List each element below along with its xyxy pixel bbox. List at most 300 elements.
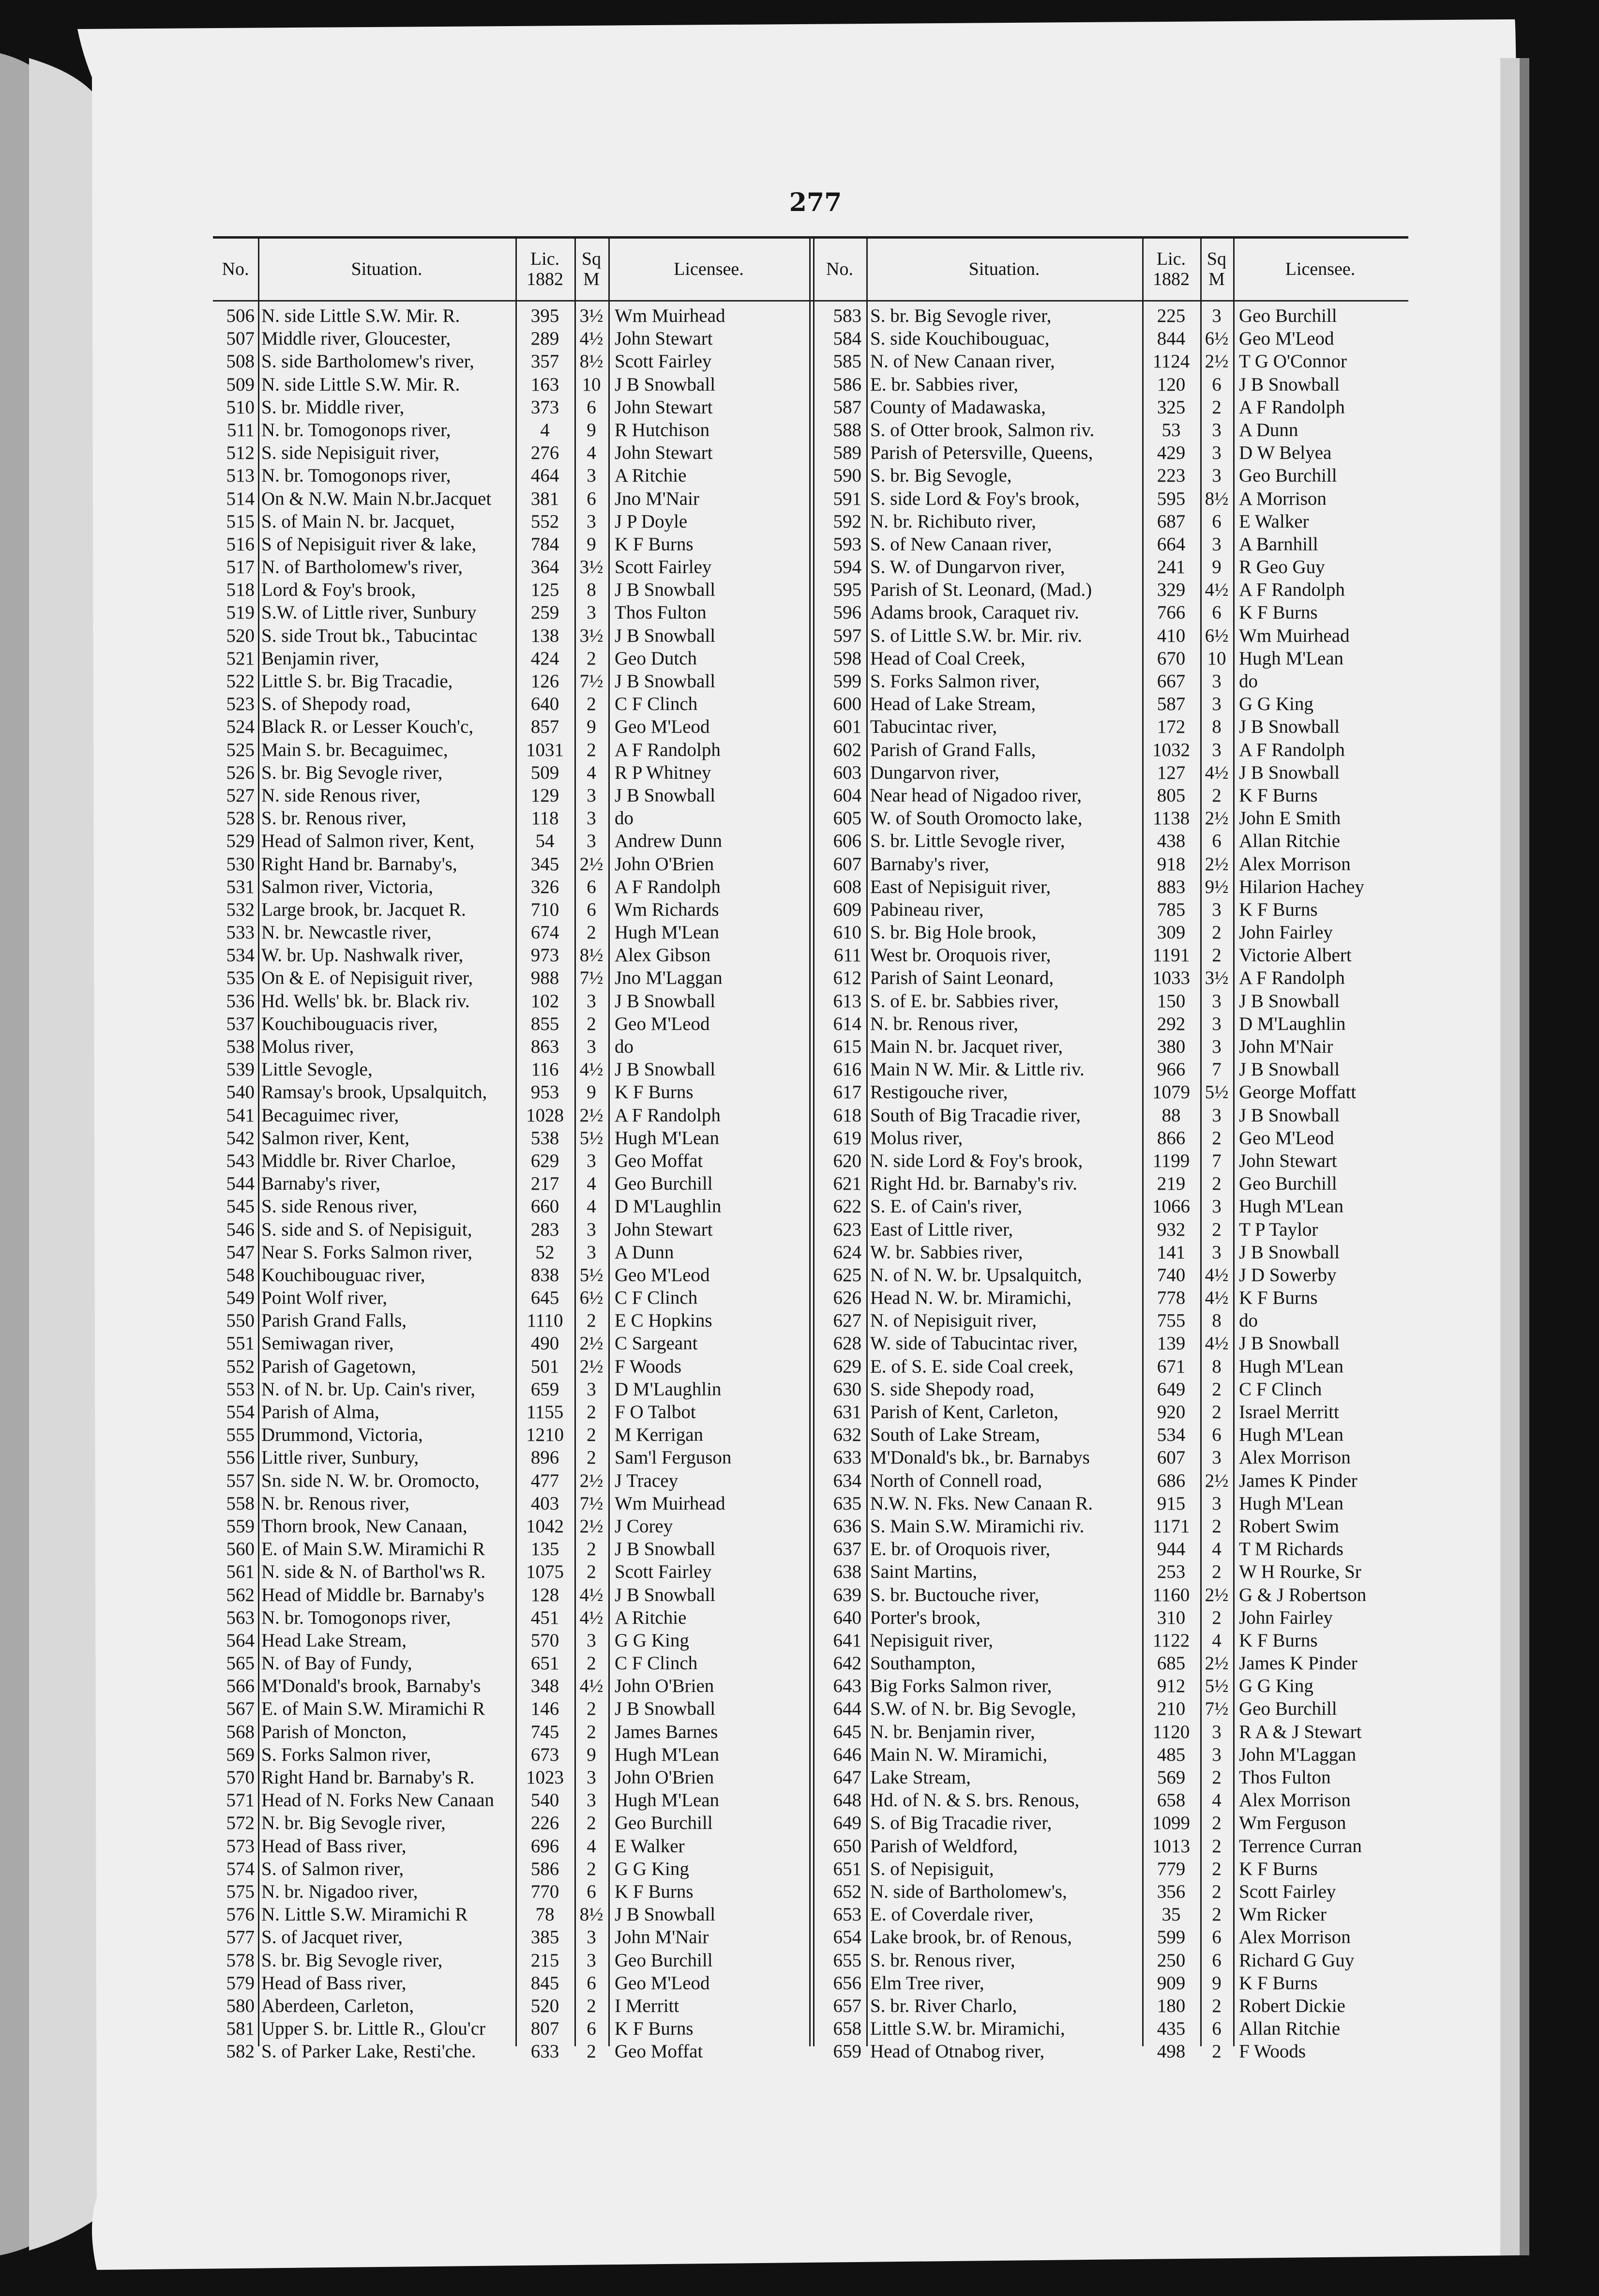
- cell-situation: S. of Little S.W. br. Mir. riv.: [870, 625, 1083, 646]
- cell-no: 649: [833, 1813, 861, 1834]
- cell-licensee: A Dunn: [615, 1241, 674, 1263]
- table-row: [213, 1218, 815, 1241]
- cell-no: 610: [833, 922, 861, 943]
- cell-licensee: John O'Brien: [615, 853, 714, 875]
- cell-sq: 2: [1212, 1767, 1222, 1788]
- table-row: [813, 807, 1408, 830]
- cell-situation: S. of E. br. Sabbies river,: [870, 990, 1059, 1012]
- cell-lic: 1066: [1152, 1196, 1190, 1217]
- cell-sq: 7½: [579, 1493, 603, 1514]
- cell-lic: 1028: [526, 1104, 564, 1126]
- cell-lic: 226: [530, 1813, 559, 1834]
- cell-lic: 498: [1157, 2041, 1186, 2062]
- cell-no: 634: [833, 1470, 861, 1491]
- cell-licensee: J B Snowball: [1239, 1241, 1340, 1263]
- cell-lic: 135: [530, 1539, 559, 1560]
- cell-situation: N. of New Canaan river,: [870, 351, 1055, 372]
- cell-situation: S. of Shepody road,: [261, 694, 411, 715]
- cell-lic: 395: [530, 305, 559, 326]
- cell-licensee: K F Burns: [1239, 1287, 1318, 1309]
- cell-licensee: K F Burns: [1239, 1630, 1318, 1651]
- cell-sq: 2: [587, 2041, 596, 2062]
- cell-lic: 845: [530, 1972, 559, 1994]
- cell-sq: 4: [587, 1835, 596, 1857]
- header-sq: [1200, 239, 1233, 300]
- cell-lic: 241: [1157, 557, 1186, 578]
- cell-licensee: Geo Burchill: [1239, 465, 1337, 486]
- cell-licensee: John O'Brien: [615, 1676, 714, 1697]
- cell-licensee: G G King: [1239, 694, 1313, 715]
- cell-licensee: James K Pinder: [1239, 1653, 1358, 1674]
- cell-situation: Kouchibouguac river,: [261, 1264, 425, 1285]
- cell-situation: Head Lake Stream,: [261, 1630, 407, 1651]
- cell-licensee: F Woods: [1239, 2041, 1306, 2062]
- cell-lic: 685: [1157, 1653, 1186, 1674]
- cell-situation: E. br. Sabbies river,: [870, 374, 1019, 395]
- table-row: [813, 1149, 1408, 1172]
- cell-no: 526: [226, 762, 255, 783]
- cell-licensee: R Hutchison: [615, 419, 710, 440]
- cell-sq: 2½: [1205, 1470, 1229, 1491]
- table-row: [213, 1492, 815, 1515]
- cell-lic: 633: [530, 2041, 559, 2062]
- cell-situation: S. br. Renous river,: [870, 1949, 1015, 1971]
- cell-no: 643: [833, 1676, 861, 1697]
- cell-sq: 3: [1212, 1196, 1222, 1217]
- ledger-column-right: [813, 236, 1408, 2063]
- cell-licensee: Jno M'Laggan: [615, 967, 723, 989]
- cell-sq: 6: [1212, 374, 1222, 395]
- cell-sq: 2½: [579, 1333, 603, 1354]
- table-row: [213, 1149, 815, 1172]
- cell-situation: Becaguimec river,: [261, 1104, 399, 1126]
- table-row: [813, 601, 1408, 624]
- cell-no: 535: [226, 967, 255, 989]
- cell-no: 581: [226, 2018, 255, 2039]
- cell-situation: Molus river,: [870, 1127, 963, 1148]
- table-row: [213, 1606, 815, 1629]
- cell-situation: Middle river, Gloucester,: [261, 328, 451, 349]
- header-licensee: [608, 239, 809, 300]
- cell-no: 524: [226, 716, 255, 738]
- header-no-label: No.: [222, 258, 249, 279]
- table-row: [213, 510, 815, 533]
- cell-situation: Middle br. River Charloe,: [261, 1150, 456, 1171]
- table-row: [213, 1355, 815, 1378]
- cell-licensee: A Ritchie: [615, 465, 687, 486]
- cell-lic: 139: [1157, 1333, 1186, 1354]
- header-situation-label: Situation.: [351, 258, 422, 279]
- cell-situation: S. side Kouchibouguac,: [870, 328, 1050, 349]
- cell-situation: Parish of Grand Falls,: [870, 739, 1036, 760]
- cell-lic: 329: [1157, 579, 1186, 601]
- cell-no: 561: [226, 1561, 255, 1583]
- cell-licensee: John Fairley: [1239, 922, 1333, 943]
- table-row: [813, 1423, 1408, 1446]
- cell-no: 532: [226, 899, 255, 920]
- cell-no: 536: [226, 990, 255, 1012]
- cell-sq: 6½: [1205, 625, 1229, 646]
- cell-situation: Dungarvon river,: [870, 762, 1000, 783]
- cell-lic: 770: [530, 1881, 559, 1902]
- cell-sq: 2: [1212, 1127, 1222, 1148]
- table-row: [813, 830, 1408, 852]
- cell-lic: 607: [1157, 1447, 1186, 1468]
- cell-no: 652: [833, 1881, 861, 1902]
- cell-licensee: Geo Burchill: [615, 1949, 713, 1971]
- cell-no: 553: [226, 1378, 255, 1400]
- cell-licensee: C F Clinch: [615, 1287, 698, 1309]
- cell-situation: Near head of Nigadoo river,: [870, 785, 1082, 806]
- cell-lic: 686: [1157, 1470, 1186, 1491]
- cell-sq: 2½: [579, 1104, 603, 1126]
- cell-situation: Parish of St. Leonard, (Mad.): [870, 579, 1092, 601]
- cell-lic: 664: [1157, 533, 1186, 555]
- cell-sq: 2: [1212, 1607, 1222, 1628]
- table-row: [213, 1812, 815, 1834]
- cell-situation: N. of N. br. Up. Cain's river,: [261, 1378, 475, 1400]
- cell-sq: 6: [1212, 602, 1222, 623]
- table-row: [813, 1058, 1408, 1081]
- page-number: 277: [789, 188, 842, 217]
- cell-licensee: Hilarion Hachey: [1239, 876, 1364, 897]
- cell-no: 650: [833, 1835, 861, 1857]
- cell-no: 596: [833, 602, 861, 623]
- cell-sq: 4½: [579, 1584, 603, 1605]
- cell-situation: W. br. Sabbies river,: [870, 1241, 1023, 1263]
- cell-situation: Main N. br. Jacquet river,: [870, 1036, 1063, 1057]
- cell-licensee: Geo Burchill: [1239, 1173, 1337, 1194]
- cell-sq: 8: [1212, 716, 1222, 738]
- cell-situation: S. of New Canaan river,: [870, 533, 1052, 555]
- table-row: [213, 1972, 815, 1994]
- table-row: [813, 1286, 1408, 1309]
- cell-lic: 253: [1157, 1561, 1186, 1583]
- header-lic: [1142, 239, 1200, 300]
- cell-situation: Head of Bass river,: [261, 1835, 407, 1857]
- cell-sq: 3: [1212, 305, 1222, 326]
- cell-sq: 2: [587, 1013, 596, 1034]
- cell-lic: 779: [1157, 1858, 1186, 1879]
- cell-licensee: Wm Muirhead: [615, 1493, 725, 1514]
- cell-situation: N. br. Tomogonops river,: [261, 419, 451, 440]
- cell-lic: 988: [530, 967, 559, 989]
- cell-sq: 9: [587, 716, 596, 738]
- cell-situation: Head of Middle br. Barnaby's: [261, 1584, 484, 1605]
- cell-sq: 3: [587, 1767, 596, 1788]
- cell-licensee: Allan Ritchie: [1239, 2018, 1341, 2039]
- cell-lic: 127: [1157, 762, 1186, 783]
- cell-situation: E. of S. E. side Coal creek,: [870, 1356, 1074, 1377]
- cell-sq: 9: [587, 1744, 596, 1765]
- table-row: [813, 441, 1408, 464]
- table-row: [813, 1743, 1408, 1766]
- cell-no: 512: [226, 442, 255, 464]
- cell-licensee: K F Burns: [615, 2018, 694, 2039]
- cell-lic: 645: [530, 1287, 559, 1309]
- cell-lic: 451: [530, 1607, 559, 1628]
- cell-licensee: J Corey: [615, 1515, 673, 1537]
- cell-licensee: Geo M'Leod: [1239, 328, 1334, 349]
- cell-no: 598: [833, 648, 861, 669]
- cell-licensee: K F Burns: [1239, 785, 1318, 806]
- cell-lic: 953: [530, 1082, 559, 1103]
- cell-situation: Drummond, Victoria,: [261, 1424, 423, 1446]
- table-row: [213, 1835, 815, 1858]
- cell-situation: Pabineau river,: [870, 899, 984, 920]
- table-row: [813, 419, 1408, 441]
- cell-sq: 7½: [1205, 1698, 1229, 1720]
- cell-situation: County of Madawaska,: [870, 396, 1046, 418]
- cell-lic: 866: [1157, 1127, 1186, 1148]
- table-row: [213, 1172, 815, 1195]
- cell-no: 578: [226, 1949, 255, 1971]
- cell-no: 509: [226, 374, 255, 395]
- cell-no: 517: [226, 557, 255, 578]
- cell-no: 545: [226, 1196, 255, 1217]
- table-row: [213, 2017, 815, 2040]
- cell-no: 631: [833, 1402, 861, 1422]
- table-row: [813, 1880, 1408, 1903]
- table-row: [213, 898, 815, 921]
- table-row: [213, 1721, 815, 1743]
- cell-sq: 9: [1212, 557, 1222, 578]
- cell-no: 593: [833, 533, 861, 555]
- table-row: [813, 1172, 1408, 1195]
- cell-situation: Restigouche river,: [870, 1082, 1008, 1103]
- cell-situation: N. br. Tomogonops river,: [261, 1607, 451, 1628]
- cell-no: 554: [226, 1402, 255, 1422]
- cell-licensee: R A & J Stewart: [1239, 1721, 1362, 1742]
- cell-situation: N. of N. W. br. Upsalquitch,: [870, 1264, 1082, 1285]
- cell-sq: 4½: [1205, 579, 1229, 601]
- header-no: [813, 239, 866, 300]
- cell-sq: 3: [587, 511, 596, 532]
- table-row: [813, 1606, 1408, 1629]
- cell-licensee: Geo Burchill: [615, 1813, 713, 1834]
- cell-licensee: A Ritchie: [615, 1607, 687, 1628]
- table-row: [213, 304, 815, 327]
- cell-sq: 6: [1212, 2018, 1222, 2039]
- cell-lic: 660: [530, 1196, 559, 1217]
- cell-sq: 4: [1212, 1630, 1222, 1651]
- cell-situation: Aberdeen, Carleton,: [261, 1995, 414, 2016]
- cell-lic: 1155: [526, 1402, 564, 1422]
- cell-situation: On & E. of Nepisiguit river,: [261, 967, 473, 989]
- cell-no: 595: [833, 579, 861, 601]
- cell-lic: 509: [530, 762, 559, 783]
- cell-sq: 6: [1212, 831, 1222, 852]
- cell-sq: 6: [587, 899, 596, 920]
- cell-lic: 310: [1157, 1607, 1186, 1628]
- cell-lic: 53: [1162, 419, 1181, 440]
- cell-situation: Parish of Gagetown,: [261, 1356, 416, 1377]
- cell-no: 642: [833, 1653, 861, 1674]
- table-row: [213, 944, 815, 967]
- table-row: [813, 304, 1408, 327]
- cell-lic: 217: [530, 1173, 559, 1194]
- cell-situation: W. br. Up. Nashwalk river,: [261, 945, 464, 966]
- cell-no: 588: [833, 419, 861, 440]
- cell-lic: 595: [1157, 488, 1186, 509]
- cell-sq: 4½: [1205, 1287, 1229, 1309]
- cell-lic: 54: [535, 831, 555, 852]
- cell-licensee: Hugh M'Lean: [1239, 1493, 1344, 1514]
- cell-sq: 2½: [1205, 808, 1229, 829]
- table-row: [213, 464, 815, 487]
- cell-no: 586: [833, 374, 861, 395]
- cell-no: 622: [833, 1196, 861, 1217]
- cell-licensee: J B Snowball: [615, 990, 716, 1012]
- cell-sq: 6: [1212, 1949, 1222, 1971]
- cell-situation: S. side Nepisiguit river,: [261, 442, 439, 464]
- cell-licensee: J B Snowball: [1239, 1104, 1340, 1126]
- cell-no: 525: [226, 739, 255, 760]
- cell-no: 530: [226, 853, 255, 875]
- cell-sq: 3: [587, 1927, 596, 1948]
- cell-sq: 3: [1212, 899, 1222, 920]
- cell-situation: Right Hand br. Barnaby's R.: [261, 1767, 475, 1788]
- cell-lic: 534: [1157, 1424, 1186, 1446]
- cell-licensee: D M'Laughlin: [615, 1378, 722, 1400]
- cell-sq: 2: [1212, 1378, 1222, 1400]
- header-lic-line1: Lic.: [1156, 248, 1186, 269]
- cell-licensee: E Walker: [1239, 511, 1309, 532]
- table-row: [213, 1264, 815, 1286]
- cell-sq: 4½: [1205, 1264, 1229, 1285]
- table-row: [213, 1652, 815, 1675]
- cell-licensee: K F Burns: [1239, 1972, 1318, 1994]
- cell-licensee: Geo Burchill: [1239, 305, 1337, 326]
- table-row: [813, 510, 1408, 533]
- cell-licensee: K F Burns: [615, 1881, 694, 1902]
- cell-lic: 915: [1157, 1493, 1186, 1514]
- cell-no: 635: [833, 1493, 861, 1514]
- cell-no: 655: [833, 1949, 861, 1971]
- cell-no: 630: [833, 1378, 861, 1400]
- cell-sq: 9: [587, 533, 596, 555]
- table-row: [813, 761, 1408, 784]
- cell-no: 657: [833, 1995, 861, 2016]
- cell-sq: 9½: [1205, 876, 1229, 897]
- table-row: [813, 647, 1408, 670]
- cell-no: 607: [833, 853, 861, 875]
- table-row: [213, 1309, 815, 1332]
- cell-no: 547: [226, 1241, 255, 1263]
- cell-sq: 3: [587, 831, 596, 852]
- table-row: [213, 1515, 815, 1538]
- cell-licensee: Alex Morrison: [1239, 1927, 1351, 1948]
- table-row: [213, 1241, 815, 1264]
- cell-sq: 6: [1212, 1424, 1222, 1446]
- cell-situation: Head of Salmon river, Kent,: [261, 831, 475, 852]
- cell-no: 576: [226, 1904, 255, 1925]
- cell-licensee: Wm Ricker: [1239, 1904, 1327, 1925]
- cell-situation: Saint Martins,: [870, 1561, 977, 1583]
- cell-sq: 3: [587, 1036, 596, 1057]
- cell-lic: 1160: [1152, 1584, 1190, 1605]
- table-row: [213, 533, 815, 556]
- table-row: [813, 1675, 1408, 1697]
- cell-lic: 501: [530, 1356, 559, 1377]
- cell-no: 627: [833, 1310, 861, 1331]
- cell-sq: 3: [1212, 694, 1222, 715]
- cell-licensee: Scott Fairley: [615, 351, 712, 372]
- cell-sq: 2: [1212, 396, 1222, 418]
- cell-licensee: Thos Fulton: [1239, 1767, 1331, 1788]
- cell-situation: M'Donald's brook, Barnaby's: [261, 1676, 481, 1697]
- cell-lic: 883: [1157, 876, 1186, 897]
- table-row: [813, 373, 1408, 396]
- cell-no: 571: [226, 1790, 255, 1811]
- cell-situation: S. side Renous river,: [261, 1196, 418, 1217]
- cell-lic: 464: [530, 465, 559, 486]
- cell-no: 563: [226, 1607, 255, 1628]
- table-row: [813, 1104, 1408, 1127]
- cell-no: 508: [226, 351, 255, 372]
- cell-licensee: Thos Fulton: [615, 602, 707, 623]
- cell-no: 583: [833, 305, 861, 326]
- table-row: [213, 715, 815, 738]
- cell-lic: 932: [1157, 1219, 1186, 1240]
- cell-no: 632: [833, 1424, 861, 1446]
- cell-sq: 2: [1212, 1219, 1222, 1240]
- cell-situation: S. br. Middle river,: [261, 396, 405, 418]
- cell-situation: Porter's brook,: [870, 1607, 981, 1628]
- cell-situation: Parish of Moncton,: [261, 1721, 407, 1742]
- table-body-right: [813, 302, 1408, 2063]
- cell-sq: 2½: [579, 1470, 603, 1491]
- cell-licensee: G & J Robertson: [1239, 1584, 1367, 1605]
- table-row: [213, 373, 815, 396]
- cell-no: 594: [833, 557, 861, 578]
- cell-licensee: A F Randolph: [615, 739, 721, 760]
- table-row: [813, 1378, 1408, 1401]
- header-licensee: [1233, 239, 1407, 300]
- cell-situation: N. side & N. of Barthol'ws R.: [261, 1561, 486, 1583]
- table-body-left: [213, 302, 815, 2063]
- cell-licensee: J B Snowball: [615, 374, 716, 395]
- table-row: [813, 533, 1408, 556]
- cell-no: 511: [226, 419, 255, 440]
- cell-situation: Head N. W. br. Miramichi,: [870, 1287, 1071, 1309]
- cell-sq: 3: [587, 1630, 596, 1651]
- cell-situation: S. br. Big Sevogle river,: [261, 762, 443, 783]
- table-row: [213, 1697, 815, 1720]
- cell-no: 533: [226, 922, 255, 943]
- table-row: [813, 1766, 1408, 1789]
- cell-sq: 8: [587, 579, 596, 601]
- cell-lic: 163: [530, 374, 559, 395]
- cell-licensee: D M'Laughlin: [615, 1196, 722, 1217]
- cell-situation: Large brook, br. Jacquet R.: [261, 899, 466, 920]
- cell-situation: Parish of Alma,: [261, 1402, 379, 1422]
- cell-no: 647: [833, 1767, 861, 1788]
- table-row: [813, 876, 1408, 898]
- cell-situation: S. br. Buctouche river,: [870, 1584, 1040, 1605]
- cell-no: 519: [226, 602, 255, 623]
- cell-licensee: Alex Morrison: [1239, 1447, 1351, 1468]
- cell-situation: N. br. Richibuto river,: [870, 511, 1036, 532]
- table-row: [213, 1584, 815, 1606]
- table-row: [213, 830, 815, 852]
- cell-no: 534: [226, 945, 255, 966]
- cell-licensee: J B Snowball: [615, 1584, 716, 1605]
- cell-licensee: John Stewart: [615, 1219, 713, 1240]
- cell-lic: 912: [1157, 1676, 1186, 1697]
- cell-licensee: John Stewart: [615, 442, 713, 464]
- table-row: [213, 1743, 815, 1766]
